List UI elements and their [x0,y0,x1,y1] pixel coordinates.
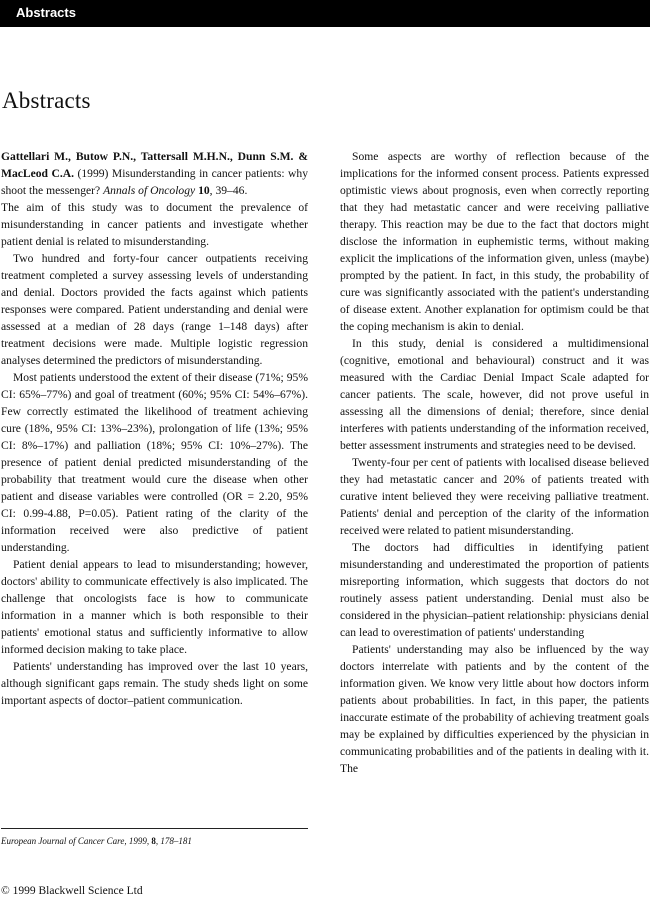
right-column [340,148,649,777]
citation [1,148,308,199]
left-column [1,148,308,709]
journal-source-line [1,836,192,846]
footnote-divider [1,828,308,829]
abstract-paragraph: The aim of this study was to document the prevalence of misunderstanding in cancer patients and investigate whether patient denial is related to misunderstanding. [1,201,308,248]
commentary-paragraph: In this study, denial is considered a multidimensional (cognitive, emotional and behavioural) construct and it was measured with the Cardiac Denial Impact Scale adapted for cancer patients. The scale, however, did not prove useful in assessing all the dimensions of denial; therefore, since denial interferes with patients understanding of the information received, better assessment instruments and strategies need to be devised. [340,337,649,452]
citation-volume: 10 [198,184,210,197]
citation-authors: Gattellari M., Butow P.N., Tattersall M.H.N., Dunn S.M. & MacLeod C.A. [1,150,308,180]
section-label: Abstracts [16,5,76,20]
commentary-paragraph: Some aspects are worthy of reflection because of the implications for the informed consent process. Patients expressed optimistic views about prognosis, even when correctly reporting that they had metastatic cancer and were receiving palliative therapy. This reaction may be due to the fact that doctors might disclose the information in euphemistic terms, without making explicit the implications of the information given, unless (maybe) prompted by the patient. In fact, in this study, the probability of cure was significantly associated with the patient's understanding of disease extent. Another explanation for optimism could be that the coping mechanism is akin to denial. [340,150,649,333]
section-header-bar [0,0,650,27]
commentary-paragraph: The doctors had difficulties in identifying patient misunderstanding and underestimated the proportion of patients misreporting information, which suggests that doctors do not routinely assess patient understanding. Denial must also be considered in the physician–patient relationship: physicians denial can lead to overestimation of patients' understanding [340,541,649,639]
abstract-paragraph: Most patients understood the extent of their disease (71%; 95% CI: 65%–77%) and goal of treatment (60%; 95% CI: 54%–67%). Few correctly estimated the likelihood of treatment achieving cure (18%, 95% CI: 13%–23%), prolongation of life (13%; 95% CI: 8%–17%) and palliation (18%; 95% CI: 10%–27%). The presence of patient denial predicted misunderstanding of the probability that treatment would cure the disease when other patient and disease variables were controlled (OR = 2.20, 95% CI: 0.99-4.88, P=0.05). Patient rating of the clarity of the information received were also predictive of patient understanding. [1,371,308,554]
commentary-paragraph: Patients' understanding may also be influenced by the way doctors interrelate with patients and by the content of the information given. We know very little about how doctors inform patients about probabilities. In fact, in this paper, the patients inaccurate estimate of the probability of achieving treatment goals may be explained by difficulties experienced by the physician in communicating probabilities and of the patients in dealing with it. The [340,643,649,775]
citation-journal: Annals of Oncology [103,184,196,197]
page-title: Abstracts [2,88,91,113]
citation-title: (1999) Misunderstanding in cancer patients: why shoot the messenger? [1,167,308,197]
source-pages: , 178–181 [155,836,192,846]
abstract-paragraph: Patients' understanding has improved over the last 10 years, although significant gaps remain. The study sheds light on some important aspects of doctor–patient communication. [1,660,308,707]
abstract-paragraph: Two hundred and forty-four cancer outpatients receiving treatment completed a survey assessing levels of understanding and denial. Doctors provided the facts against which patients responses were compared. Patient understanding and denial were assessed at a median of 28 days (range 1–148 days) after treatment decisions were made. Multiple logistic regression analyses determined the predictors of misunderstanding. [1,252,308,367]
source-volume: 8 [151,836,156,846]
abstract-paragraph: Patient denial appears to lead to misunderstanding; however, doctors' ability to communicate effectively is also implicated. The challenge that oncologists face is how to communicate information in a manner which is both responsible to their patients' emotional status and sufficiently informative to allow informed decision making to take place. [1,558,308,656]
citation-pages: , 39–46. [209,184,248,197]
copyright-notice: © 1999 Blackwell Science Ltd [1,885,143,897]
commentary-paragraph: Twenty-four per cent of patients with localised disease believed they had metastatic cancer and 20% of patients treated with curative intent believed they were receiving palliative treatment. Patients' denial and perception of the clarity of the information received were related to patient misunderstanding. [340,456,649,537]
source-journal: European Journal of Cancer Care [1,836,125,846]
source-year: , 1999, [124,836,152,846]
